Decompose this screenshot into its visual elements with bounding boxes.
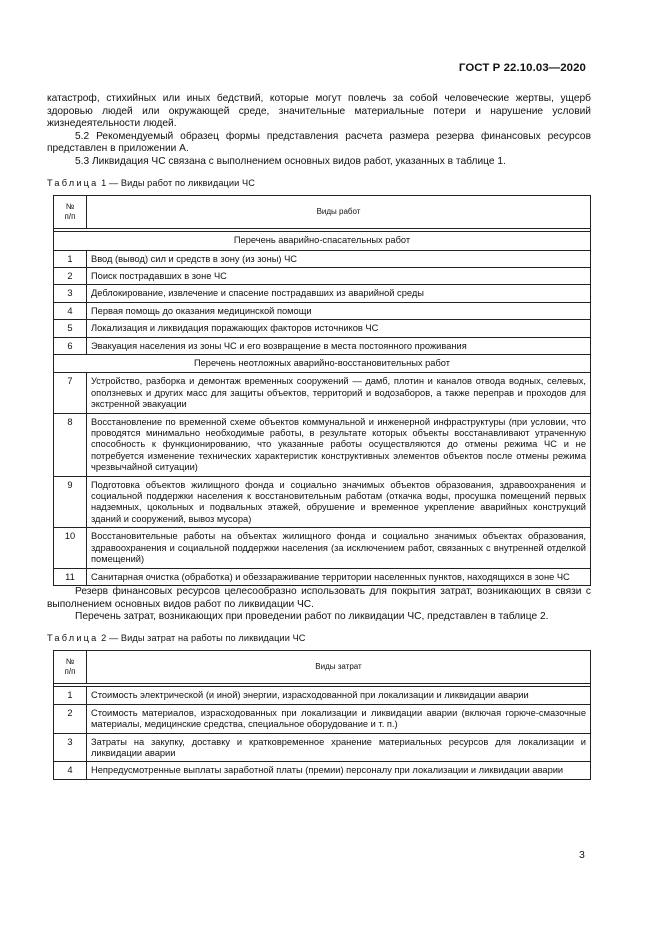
section-title: Перечень неотложных аварийно-восстановительных работ bbox=[54, 355, 591, 373]
paragraph: Перечень затрат, возникающих при проведении работ по ликвидации ЧС, представлен в таблице 2. bbox=[75, 611, 549, 623]
table1 bbox=[53, 195, 591, 586]
row-number: 7 bbox=[54, 373, 87, 413]
document-body bbox=[47, 93, 591, 780]
row-text: Санитарная очистка (обработка) и обеззараживание территории населенных пунктов, находящихся в зоне ЧС bbox=[87, 568, 591, 585]
section-row bbox=[54, 232, 591, 250]
table-row bbox=[54, 476, 591, 528]
row-text: Непредусмотренные выплаты заработной платы (премии) персоналу при локализации и ликвидации аварии bbox=[87, 762, 591, 779]
table-row bbox=[54, 687, 591, 704]
row-text: Восстановительные работы на объектах жилищного фонда и социально значимых объектах образования, здравоохранения и социальной поддержки населения (за исключением работ, связанных с внутренней отделкой помещений) bbox=[87, 528, 591, 568]
row-text: Первая помощь до оказания медицинской помощи bbox=[87, 302, 591, 319]
document-id: ГОСТ Р 22.10.03—2020 bbox=[458, 62, 586, 74]
column-header-title: Виды затрат bbox=[87, 651, 591, 684]
row-text: Восстановление по временной схеме объектов коммунальной и инженерной инфраструктуры (при условии, что проводятся минимально необходимые работы, в результате которых объекты восстанавливают утраченную способность к функционированию, что указанные работы осуществляются до отмены режима ЧС и не потребуется изменение технических характеристик конструктивных элементов объектов после отмены режима чрезвычайной ситуации) bbox=[87, 413, 591, 476]
row-text: Подготовка объектов жилищного фонда и социально значимых объектов образования, здравоохранения и социальной поддержки населения к восстановительным работам (откачка воды, просушка помещений первых надземных, цокольных и подвальных этажей, обрушение и временное укрепление аварийных конструкций зданий и сооружений, вывоз мусора) bbox=[87, 476, 591, 528]
table2 bbox=[53, 650, 591, 779]
row-number: 9 bbox=[54, 476, 87, 528]
table-row bbox=[54, 528, 591, 568]
caption-word: Таблица bbox=[47, 177, 99, 188]
table2-caption bbox=[47, 632, 591, 645]
table-row bbox=[54, 762, 591, 779]
table-row bbox=[54, 337, 591, 354]
table-row bbox=[54, 704, 591, 733]
row-number: 1 bbox=[54, 687, 87, 704]
table-row bbox=[54, 302, 591, 319]
row-number: 5 bbox=[54, 320, 87, 337]
paragraph: 5.2 Рекомендуемый образец формы представления расчета размера резерва финансовых ресурсов представлен в приложении А. bbox=[47, 130, 591, 155]
row-text: Эвакуация населения из зоны ЧС и его возвращение в места постоянного проживания bbox=[87, 337, 591, 354]
row-number: 11 bbox=[54, 568, 87, 585]
table-row bbox=[54, 733, 591, 762]
table-row bbox=[54, 320, 591, 337]
table1-body bbox=[54, 229, 591, 586]
row-text: Стоимость электрической (и иной) энергии, израсходованной при локализации и ликвидации аварии bbox=[87, 687, 591, 704]
paragraph: Резерв финансовых ресурсов целесообразно использовать для покрытия затрат, возникающих в связи с выполнением основных видов работ по ликвидации ЧС. bbox=[47, 585, 591, 610]
row-text: Ввод (вывод) сил и средств в зону (из зоны) ЧС bbox=[87, 250, 591, 267]
row-text: Устройство, разборка и демонтаж временных сооружений — дамб, плотин и каналов отвода водных, селевых, оползневых и других масс для защиты объектов, территорий и водозаборов, а также переправ и проходов для экстренной эвакуации bbox=[87, 373, 591, 413]
column-header-number: № п/п bbox=[54, 651, 87, 684]
row-text: Стоимость материалов, израсходованных при локализации и ликвидации аварии (включая горюче-смазочные материалы, медицинские средства, специальное оборудование и т. п.) bbox=[87, 704, 591, 733]
row-number: 4 bbox=[54, 302, 87, 319]
section-row bbox=[54, 355, 591, 373]
table-row bbox=[54, 373, 591, 413]
row-number: 3 bbox=[54, 285, 87, 302]
paragraph: 5.3 Ликвидация ЧС связана с выполнением основных видов работ, указанных в таблице 1. bbox=[75, 155, 506, 167]
caption-word: Таблица bbox=[47, 632, 99, 643]
table-row bbox=[54, 568, 591, 585]
caption-text: 1 — Виды работ по ликвидации ЧС bbox=[98, 177, 255, 188]
row-number: 8 bbox=[54, 413, 87, 476]
table2-body bbox=[54, 684, 591, 779]
section-title: Перечень аварийно-спасательных работ bbox=[54, 232, 591, 250]
page-number: 3 bbox=[579, 849, 585, 861]
table-row bbox=[54, 267, 591, 284]
row-number: 2 bbox=[54, 267, 87, 284]
row-text: Локализация и ликвидация поражающих факторов источников ЧС bbox=[87, 320, 591, 337]
table1-caption bbox=[47, 177, 591, 190]
row-number: 6 bbox=[54, 337, 87, 354]
table-row bbox=[54, 285, 591, 302]
row-text: Поиск пострадавших в зоне ЧС bbox=[87, 267, 591, 284]
column-header-title: Виды работ bbox=[87, 196, 591, 229]
row-number: 4 bbox=[54, 762, 87, 779]
row-number: 3 bbox=[54, 733, 87, 762]
paragraph: катастроф, стихийных или иных бедствий, которые могут повлечь за собой человеческие жертвы, ущерб здоровью людей или окружающей среде, значительные материальные потери и нарушение условий жизнедеятельности людей. bbox=[47, 93, 591, 130]
row-text: Деблокирование, извлечение и спасение пострадавших из аварийной среды bbox=[87, 285, 591, 302]
row-number: 10 bbox=[54, 528, 87, 568]
table-row bbox=[54, 413, 591, 476]
row-number: 1 bbox=[54, 250, 87, 267]
row-number: 2 bbox=[54, 704, 87, 733]
table-row bbox=[54, 250, 591, 267]
column-header-number: № п/п bbox=[54, 196, 87, 229]
row-text: Затраты на закупку, доставку и кратковременное хранение материальных ресурсов для локализации и ликвидации аварии bbox=[87, 733, 591, 762]
caption-text: 2 — Виды затрат на работы по ликвидации ЧС bbox=[98, 632, 306, 643]
